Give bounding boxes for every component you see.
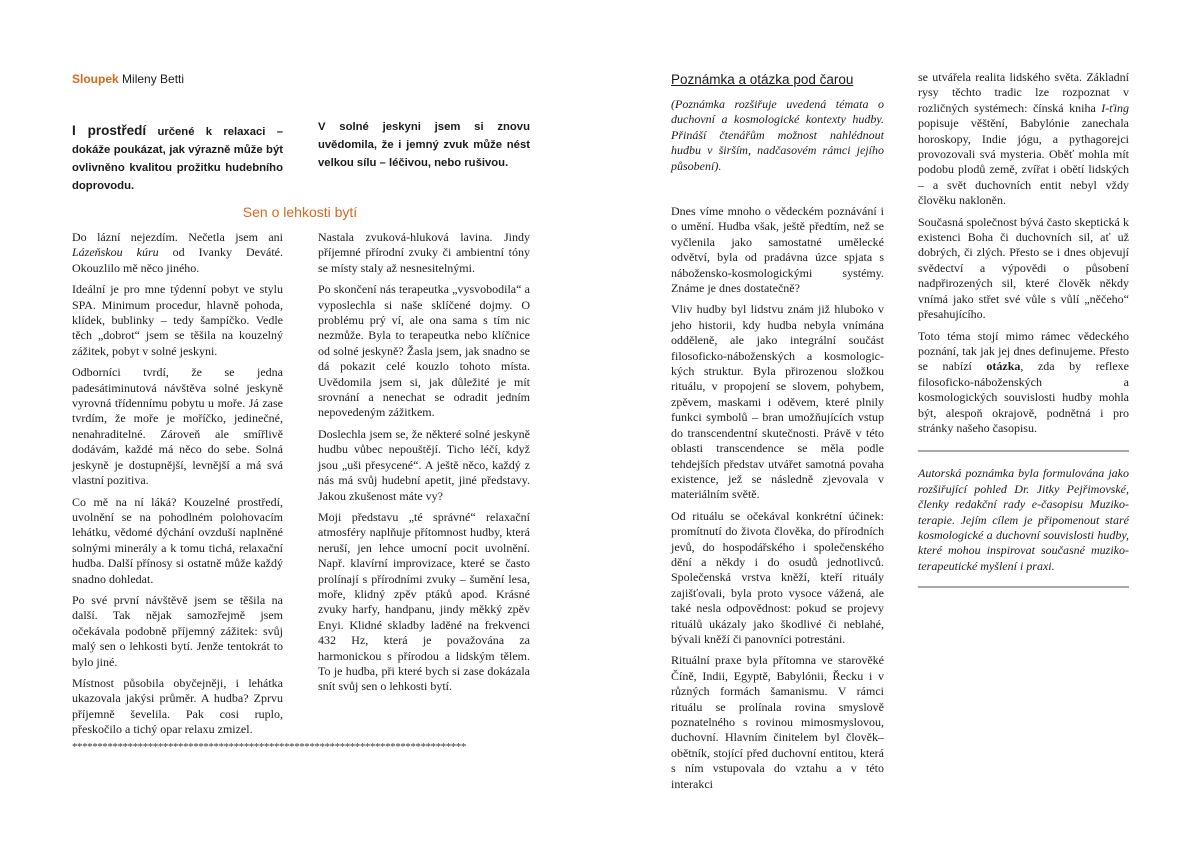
note-column-1 bbox=[671, 204, 884, 798]
paragraph bbox=[72, 230, 283, 276]
paragraph: Po skončení nás terapeutka „vysvobodila“ a vyposlechla si naše sklíčené dojmy. O problému prý ví, ale ona sama s tím nic nezmůže. Byla to terapeutka nebo klíčnice od solné jeskyně? Žasla jsem, jak snadno se dá pokazit celé kouzlo tohoto místa. Uvědomila jsem si, jak důležité je mít srovnání a nenechat se odradit jedním nepovedeným zážitkem. bbox=[318, 282, 530, 420]
note-column-2 bbox=[918, 70, 1129, 588]
paragraph: Místnost působila obyčejněji, i lehátka ukazovala jakýsi průměr. A hudba? Zprvu příjemně ševelila. Pak cosi ruplo, přeskočilo a tichý opar relaxu zmizel. bbox=[72, 675, 283, 737]
divider bbox=[918, 450, 1129, 452]
note-intro: (Poznámka rozšiřuje uvedená témata o duchovní a kosmologické kontexty hudby. Přináší čtenářům možnost nahlédnout hudbu v širším, nadčasovém rámci jejího působení). bbox=[671, 97, 884, 173]
text: od Ivanky Deváté. Okouzlilo mě něco jiného. bbox=[72, 245, 283, 275]
note-title: Poznámka a otázka pod čarou bbox=[671, 72, 854, 87]
paragraph bbox=[918, 329, 1129, 437]
paragraph: Rituální praxe byla přítomna ve starověké Číně, Indii, Egyptě, Babylónii, Řecku i v různých formách šamanismu. V rámci rituálu se prolínala rovina smyslově poznatelného s rovinou mimosmyslovou, duchovní. Hlavním činitelem byl člověk–obětník, stojící před duchovní entitou, která s ním vstupovala do vztahu a v této interakci bbox=[671, 653, 884, 791]
text: popisuje věštění, Babylónie zanechala horoskopy, Indie jógu, a pythagorejci provozovali svá mysteria. Oběť mohla mít podobu plodů země, zvířat i obětí lidských – a svět duchovních entit nebyl vždy člověku nakloněn. bbox=[918, 116, 1129, 208]
paragraph: Nastala zvuková-hluková lavina. Jindy příjemné přírodní zvuky či ambientní tóny se místy staly až nesnesitelnými. bbox=[318, 230, 530, 275]
kicker-author: Mileny Betti bbox=[122, 72, 185, 86]
author-note: Autorská poznámka byla formulována jako rozšiřující pohled Dr. Jitky Pejřimovské, členky redakční rady e-časopisu Muzikoterapie. Jejím cílem je připomenout staré kosmologické a duchovní souvislosti hudby, které mohou inspirovat současné muzikoterapeutické myšlení i praxi. bbox=[918, 466, 1129, 573]
paragraph: Vliv hudby byl lidstvu znám již hluboko v jeho historii, kdy hudba nebyla vnímána odděleně, ale jako integrální součást filosoficko-náboženských a kosmologických struktur. Byla přirozenou složkou rituálu, v propojení se slovem, pohybem, zpěvem, maskami i oděvem, které plnily funkci symbolů – bran umožňujících vstup do transcendentní skutečnosti. Právě v této oblasti transcendence se měla podle tehdejších představ utvářet samotná povaha existence, jež se následně zjevovala v materiálním světě. bbox=[671, 302, 884, 502]
paragraph: Od rituálu se očekával konkrétní účinek: promítnutí do života člověka, do přírodních jevů, do hospodářského i společenského dění a někdy i do osudů jednotlivců. Společenská vrstva kněží, kteří rituály zajišťovali, byla proto vysoce vážená, ale také nesla odpovědnost: pokud se projevy rituálů ukázaly jako škodlivé či neblahé, bývali kněží či panovníci potrestáni. bbox=[671, 508, 884, 646]
paragraph bbox=[918, 70, 1129, 209]
article-column-1 bbox=[72, 230, 283, 744]
divider bbox=[918, 586, 1129, 588]
paragraph: Odborníci tvrdí, že se jedna padesátiminutová návštěva solné jeskyně vyrovná třídennímu pobytu u moře. Já zase tvrdím, že moře je moříčko, jedinečné, nenahraditelné. Zároveň ale smířlivě dodávám, každé má něco do sebe. Solná jeskyně je dostupnější, levnější a má svá vlastní pozitiva. bbox=[72, 365, 283, 488]
pullquote-lead: I prostředí bbox=[72, 123, 147, 138]
column-kicker bbox=[72, 72, 184, 86]
paragraph: Po své první návštěvě jsem se těšila na další. Tak nějak samozřejmě jsem očekávala podobně příjemný zážitek: svůj malý sen o lehkosti bytí. Jenže tentokrát to bylo jiné. bbox=[72, 592, 283, 669]
pullquote-1 bbox=[72, 122, 283, 195]
paragraph: Ideální je pro mne týdenní pobyt ve stylu SPA. Minimum procedur, hlavně pohoda, klídek, bublinky – tedy šampíčko. Vedle těch „dobrot“ jsem se těšila na kouzelný zážitek, pobyt v solné jeskyni. bbox=[72, 282, 283, 358]
paragraph: Doslechla jsem se, že některé solné jeskyně hudbu vůbec nepouštějí. Ticho léčí, když jsou „uši přesycené“. A ještě něco, každý z nás má svůj hudební apetit, jiné představy. Jakou zkušenost máte vy? bbox=[318, 426, 530, 503]
book-title: I-ťing bbox=[1101, 100, 1129, 115]
paragraph: Co mě na ní láká? Kouzelné prostředí, uvolnění se na pohodlném polohovacím lehátku, vědomé dýchání ovzduší naplněné solnými minerály a k tomu tichá, relaxační hudba. Další přínosy si ostatně může každý snadno dohledat. bbox=[72, 494, 283, 586]
article-column-2 bbox=[318, 230, 530, 701]
paragraph: Současná společnost bývá často skeptická k existenci Boha či duchovních sil, ať už dobrých, či zlých. Přesto se i dnes objevují svědectví a výpovědi o působení nadpřirozených sil, které člověk někdy vnímá jako střet své vůle s vůlí „něčeho“ přesahujícího. bbox=[918, 214, 1129, 322]
article-title: Sen o lehkosti bytí bbox=[242, 204, 358, 220]
paragraph: Moji představu „té správné“ relaxační atmosféry naplňuje přítomnost hudby, která neruší, jen lehce umocní pocit uvolnění. Např. klavírní improvizace, které se často prolínají s přírodními zvuky – šumění lesa, moře, klidný zpěv ptáků apod. Krásné zvuky harfy, handpanu, jindy měkký zpěv Enyi. Klidné skladby laděné na frekvenci 432 Hz, která je považována za harmonickou s přírodou a lidským tělem. To je hudba, při které bych si zase dokázala snít svůj sen o lehkosti bytí. bbox=[318, 509, 530, 694]
pullquote-rest: určené k relaxaci – dokáže poukázat, jak výrazně může být ovlivněno kvalitou prožitku hudebního doprovodu. bbox=[72, 126, 283, 192]
book-title: Lázeňskou kúru bbox=[72, 245, 159, 260]
emphasis: otázka bbox=[986, 359, 1021, 374]
text: , zda by reflexe filosoficko-náboženských a kosmologických souvislosti hudby mohla být, alespoň okrajově, podnětná i pro stránky našeho časopisu. bbox=[918, 359, 1129, 435]
pullquote-2: V solné jeskyni jsem si znovu uvědomila, že i jemný zvuk může nést velkou sílu – léčivou, nebo rušivou. bbox=[318, 121, 530, 169]
text: Do lázní nejezdím. Nečetla jsem ani bbox=[72, 230, 283, 244]
text: se utvářela realita lidského světa. Základní rysy těchto tradic lze rozpoznat v rozličných systémech: čínská kniha bbox=[918, 70, 1129, 115]
text: Toto téma stojí mimo rámec vědeckého poznání, tak jak jej dnes definujeme. Přesto se nabízí bbox=[918, 328, 1129, 374]
kicker-brand: Sloupek bbox=[72, 72, 119, 86]
paragraph: Dnes víme mnoho o vědeckém poznávání i o umění. Hudba však, ještě předtím, než se vyčlenila jako samostatné umělecké odvětví, byla od pradávna úzce spjata s nábožensko-kosmologickými systémy. Známe je dnes dostatečně? bbox=[671, 204, 884, 296]
asterisk-separator: ****************************************************************************** bbox=[72, 741, 466, 753]
